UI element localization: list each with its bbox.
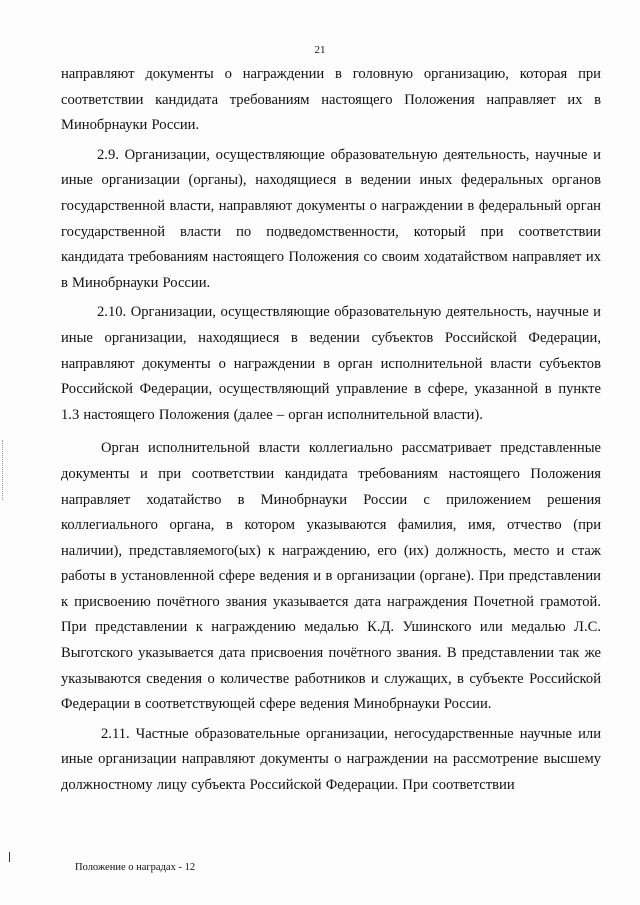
paragraph-2-9: 2.9. Организации, осуществляющие образовательную деятельность, научные и иные организации (органы), находящиеся в ведении иных федеральных органов государственной власти, направляют документы о награждении в федеральный орган государственной власти по подведомственности, который при соответствии кандидата требованиям настоящего Положения со своим ходатайством направляет их в Минобрнауки России.	[61, 146, 601, 291]
paragraph-2-11: 2.11. Частные образовательные организации, негосударственные научные или иные организации направляют документы о награждении на рассмотрение высшему должностному лицу субъекта Российской Федерации. При соответствии	[61, 725, 601, 794]
paragraph-executive-authority: Орган исполнительной власти коллегиально рассматривает представленные документы и при соответствии кандидата требованиям настоящего Положения направляет ходатайство в Минобрнауки России с приложением решения коллегиального органа, в котором указываются фамилия, имя, отчество (при наличии), представляемого(ых) к награждению, его (их) должность, место и стаж работы в установленной сфере ведения и в организации (органе). При представлении к присвоению почётного звания указывается дата награждения Почетной грамотой. При представлении к награждению медалью К.Д. Ушинского или медалью Л.С. Выготского указывается дата присвоения почётного звания. В представлении так же указываются сведения о количестве работников и служащих, в субъекте Российской Федерации в соответствующей сфере ведения Минобрнауки России.	[61, 440, 601, 713]
document-body	[61, 62, 601, 799]
paragraph-continuation: направляют документы о награждении в головную организацию, которая при соответствии кандидата требованиям настоящего Положения направляет их в Минобрнауки России.	[61, 66, 601, 134]
scan-edge-dots	[2, 440, 4, 500]
scan-artifact-mark	[9, 852, 10, 862]
paragraph-2-10: 2.10. Организации, осуществляющие образовательную деятельность, научные и иные организации, находящиеся в ведении субъектов Российской Федерации, направляют документы о награждении в орган исполнительной власти субъектов Российской Федерации, осуществляющий управление в сфере, указанной в пункте 1.3 настоящего Положения (далее – орган исполнительной власти).	[61, 304, 601, 423]
page-number: 21	[314, 44, 326, 56]
page-footer: Положение о наградах - 12	[75, 862, 196, 873]
